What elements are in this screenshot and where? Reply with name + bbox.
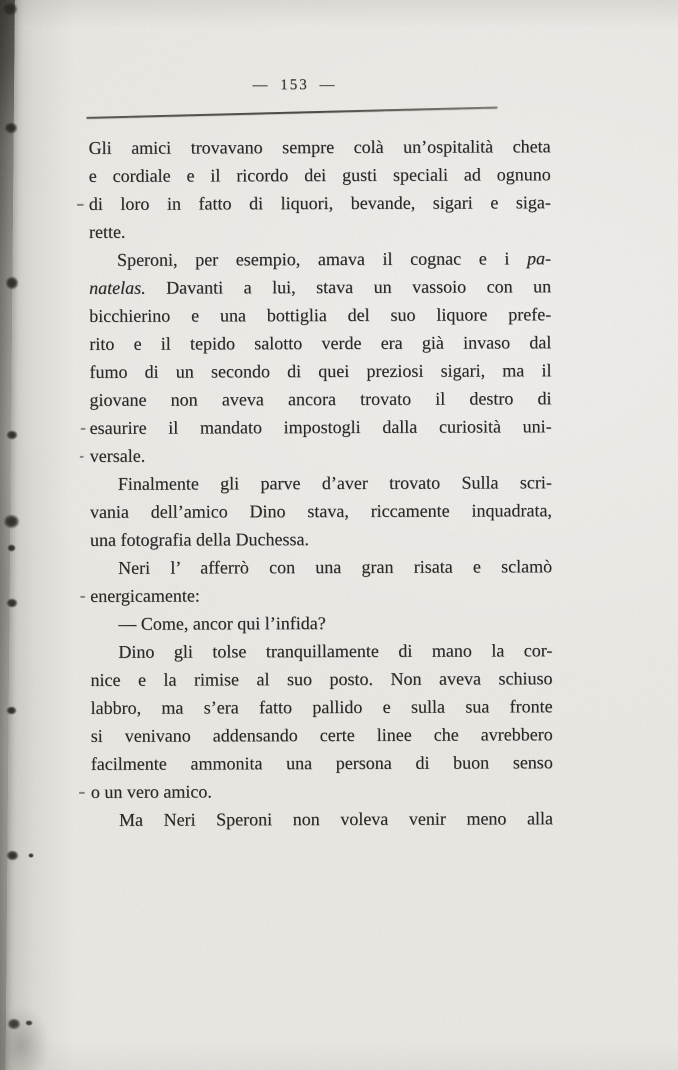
text-line bbox=[89, 160, 551, 190]
text-line bbox=[89, 132, 551, 162]
text-line bbox=[90, 664, 552, 694]
header-rule bbox=[87, 106, 498, 118]
text-segment: Ma Neri Speroni non voleva venir meno alla bbox=[118, 808, 554, 830]
text-segment: Neri l’ afferrò con una gran risata e sclamò bbox=[118, 556, 553, 578]
paragraph bbox=[91, 804, 553, 834]
italic-text: pa- bbox=[527, 248, 552, 269]
text-line bbox=[90, 412, 552, 442]
text-segment: Dino gli tolse tranquillamente di mano la cor- bbox=[118, 640, 553, 662]
text-line bbox=[89, 328, 551, 358]
text-segment: Gli amici trovavano sempre colà un’ospitalità cheta bbox=[88, 136, 551, 158]
text-segment: Davanti a lui, stava un vassoio con un bbox=[145, 276, 552, 298]
text-line bbox=[90, 552, 552, 582]
text-segment: Finalmente gli parve d’aver trovato Sulla scri- bbox=[117, 472, 552, 494]
ink-speck bbox=[79, 792, 85, 794]
text-segment: Speroni, per esempio, amava il cognac e i bbox=[117, 248, 528, 270]
text-segment: giovane non aveva ancora trovato il destro di bbox=[89, 388, 552, 410]
text-line bbox=[90, 468, 552, 498]
text-line bbox=[91, 804, 553, 834]
text-segment: energicamente: bbox=[90, 585, 200, 606]
text-line bbox=[89, 356, 551, 386]
text-line bbox=[89, 216, 551, 246]
paragraph bbox=[89, 132, 551, 246]
text-segment: o un vero amico. bbox=[90, 781, 212, 802]
text-segment: rito e il tepido salotto verde era già invaso dal bbox=[89, 332, 552, 354]
paragraph bbox=[90, 552, 552, 610]
text-line bbox=[90, 440, 552, 470]
text-line bbox=[91, 692, 553, 722]
text-line bbox=[90, 524, 552, 554]
text-line bbox=[89, 188, 551, 218]
text-segment: nice e la rimise al suo posto. Non aveva schiuso bbox=[90, 668, 553, 690]
text-line bbox=[90, 496, 552, 526]
text-segment: vania dell’amico Dino stava, riccamente inquadrata, bbox=[89, 500, 552, 522]
text-segment: rette. bbox=[88, 221, 126, 242]
text-line bbox=[89, 272, 551, 302]
text-segment: — Come, ancor qui l’infida? bbox=[118, 613, 326, 634]
text-line bbox=[89, 384, 551, 414]
page-number: — 153 — bbox=[252, 77, 337, 94]
italic-text: natelas. bbox=[89, 277, 146, 298]
text-segment: di loro in fatto di liquori, bevande, sigari e siga- bbox=[88, 192, 551, 214]
text-segment: versale. bbox=[89, 445, 146, 466]
text-line bbox=[90, 636, 552, 666]
text-line bbox=[90, 580, 552, 610]
text-line bbox=[89, 244, 551, 274]
paragraph bbox=[89, 244, 552, 470]
text-segment: si venivano addensando certe linee che avrebbero bbox=[90, 724, 553, 746]
ink-speck bbox=[80, 596, 85, 598]
ink-speck bbox=[80, 456, 84, 458]
text-line bbox=[89, 300, 551, 330]
ink-speck bbox=[81, 428, 86, 430]
text-line bbox=[91, 776, 553, 806]
paragraph bbox=[90, 636, 553, 806]
paragraph bbox=[90, 608, 552, 638]
text-segment: labbro, ma s’era fatto pallido e sulla sua fronte bbox=[90, 696, 553, 718]
text-segment: fumo di un secondo di quei preziosi sigari, ma il bbox=[89, 360, 552, 382]
text-line bbox=[90, 608, 552, 638]
text-segment: esaurire il mandato impostogli dalla curiosità uni- bbox=[89, 416, 552, 438]
text-segment: facilmente ammonita una persona di buon senso bbox=[90, 752, 553, 774]
text-line bbox=[91, 748, 553, 778]
ink-speck bbox=[77, 204, 84, 206]
text-line bbox=[91, 720, 553, 750]
text-block bbox=[89, 132, 553, 834]
text-segment: e cordiale e il ricordo dei gusti speciali ad ognuno bbox=[88, 164, 551, 186]
paragraph bbox=[90, 468, 552, 554]
text-segment: una fotografia della Duchessa. bbox=[89, 529, 309, 550]
text-segment: bicchierino e una bottiglia del suo liquore prefe- bbox=[89, 304, 552, 326]
